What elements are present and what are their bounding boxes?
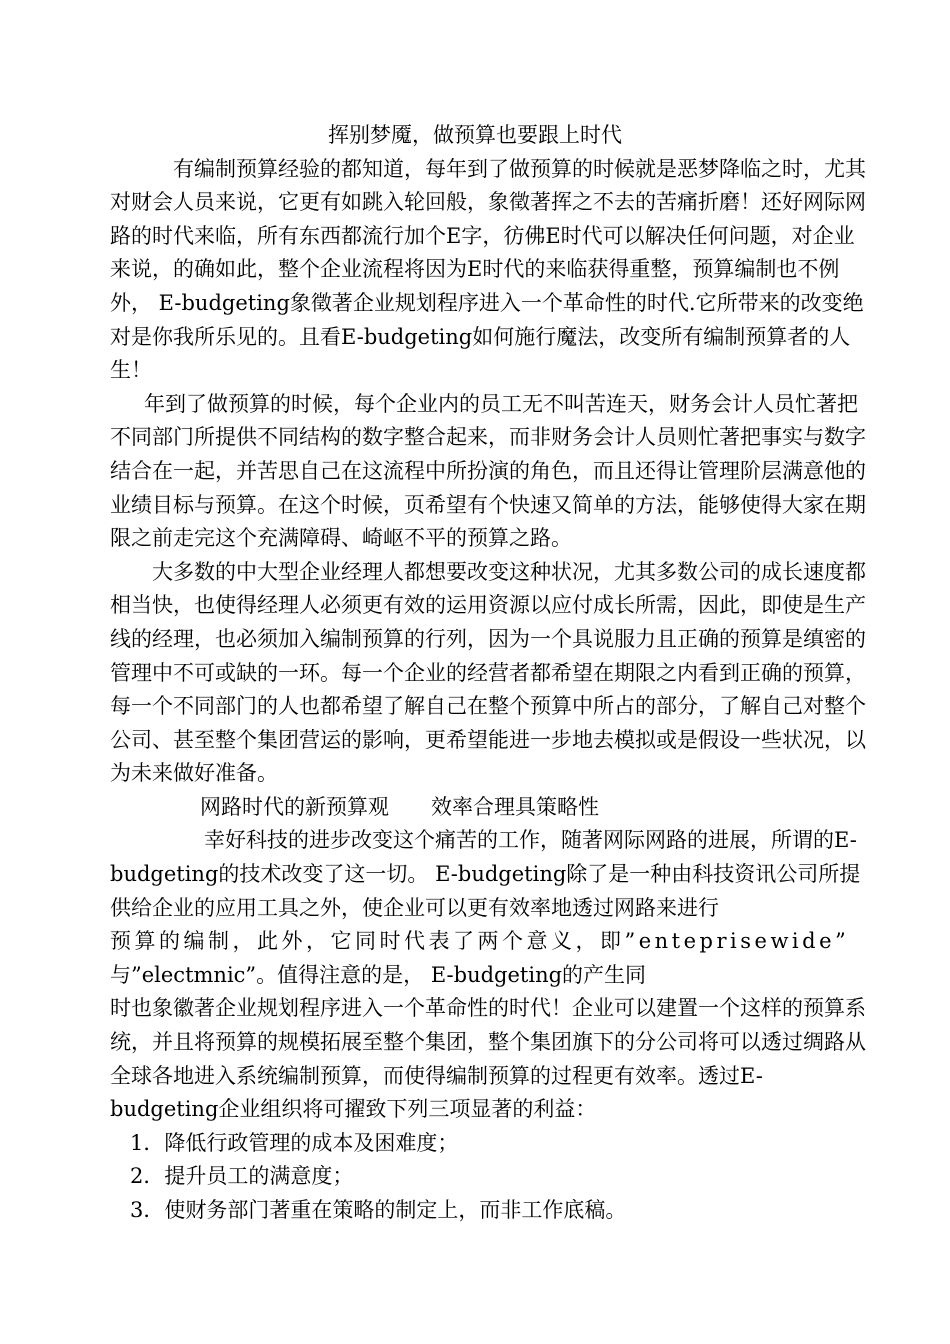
paragraph-intro: 有编制预算经验的都知道，每年到了做预算的时候就是恶梦降临之时，尤其对财会人员来说，它更有如跳入轮回般，象徵著挥之不去的苦痛折磨！还好网际网路的时代来临，所有东西都流行加个E字，彷佛E时代可以解决任何问题，对企业来说，的确如此，整个企业流程将因为E时代的来临获得重整，预算编制也不例外， E-budgeting象徵著企业规划程序进入一个革命性的时代.它所带来的改变绝对是你我所乐见的。且看E-budgeting如何施行魔法，改变所有编制预算者的人生！ — [110, 156, 866, 383]
subheading-left: 网路时代的新预算观 — [200, 794, 389, 819]
subheading-right: 效率合理具策略性 — [431, 794, 599, 819]
document-page — [110, 119, 870, 1228]
section-subheading — [110, 791, 870, 825]
paragraph-ebudgeting-meaning: 预算的编制，此外，它同时代表了两个意义，即”enteprisewide” — [110, 929, 850, 954]
list-item-benefit-2: 2．提升员工的满意度； — [130, 1164, 354, 1189]
paragraph-ebudgeting-tech: 幸好科技的进步改变这个痛苦的工作，随著网际网路的进展，所谓的E-budgeting的技术改变了这一切。 E-budgeting除了是一种由科技资讯公司所提供给企业的应用工具之外，使企业可以更有效率地透过网路来进行 — [110, 828, 861, 920]
list-item-benefit-1: 1．降低行政管理的成本及困难度； — [130, 1130, 459, 1155]
paragraph-revolution: 时也象徽著企业规划程序进入一个革命性的时代！企业可以建置一个这样的预算系统，并且将预算的规模拓展至整个集团，整个集团旗下的分公司将可以透过绸路从全球各地进入系统编制预算，而使得编制预算的过程更有效率。透过E-budgeting企业组织将可擢致下列三项显著的利益： — [110, 996, 866, 1122]
paragraph-budget-season: 年到了做预算的时候，每个企业内的员工无不叫苦连天，财务会计人员忙著把不同部门所提供不同结构的数字整合起来，而非财务会计人员则忙著把事实与数字结合在一起，并苦思自己在这流程中所扮演的角色，而且还得让管理阶层满意他的业绩目标与预算。在这个时候，页希望有个快速又简单的方法，能够使得大家在期限之前走完这个充满障碍、崎岖不平的预算之路。 — [110, 391, 866, 551]
paragraph-managers: 大多数的中大型企业经理人都想要改变这种状况，尤其多数公司的成长速度都相当快，也使得经理人必须更有效的运用资源以应付成长所需，因此，即使是生产线的经理，也必须加入编制预算的行列，因为一个具说服力且正确的预算是缜密的管理中不可或缺的一环。每一个企业的经营者都希望在期限之内看到正确的预算，每一个不同部门的人也都希望了解自己在整个预算中所占的部分，了解自己对整个公司、甚至整个集团营运的影响，更希望能进一步地去模拟或是假设一些状况，以为未来做好准备。 — [110, 559, 866, 786]
document-title: 挥别梦魇，做预算也要跟上时代 — [328, 123, 622, 147]
list-item-benefit-3: 3．使财务部门著重在策略的制定上，而非工作底稿。 — [130, 1198, 627, 1222]
paragraph-ebudgeting-note: 与”electmnic”。值得注意的是， E-budgeting的产生同 — [110, 962, 647, 987]
